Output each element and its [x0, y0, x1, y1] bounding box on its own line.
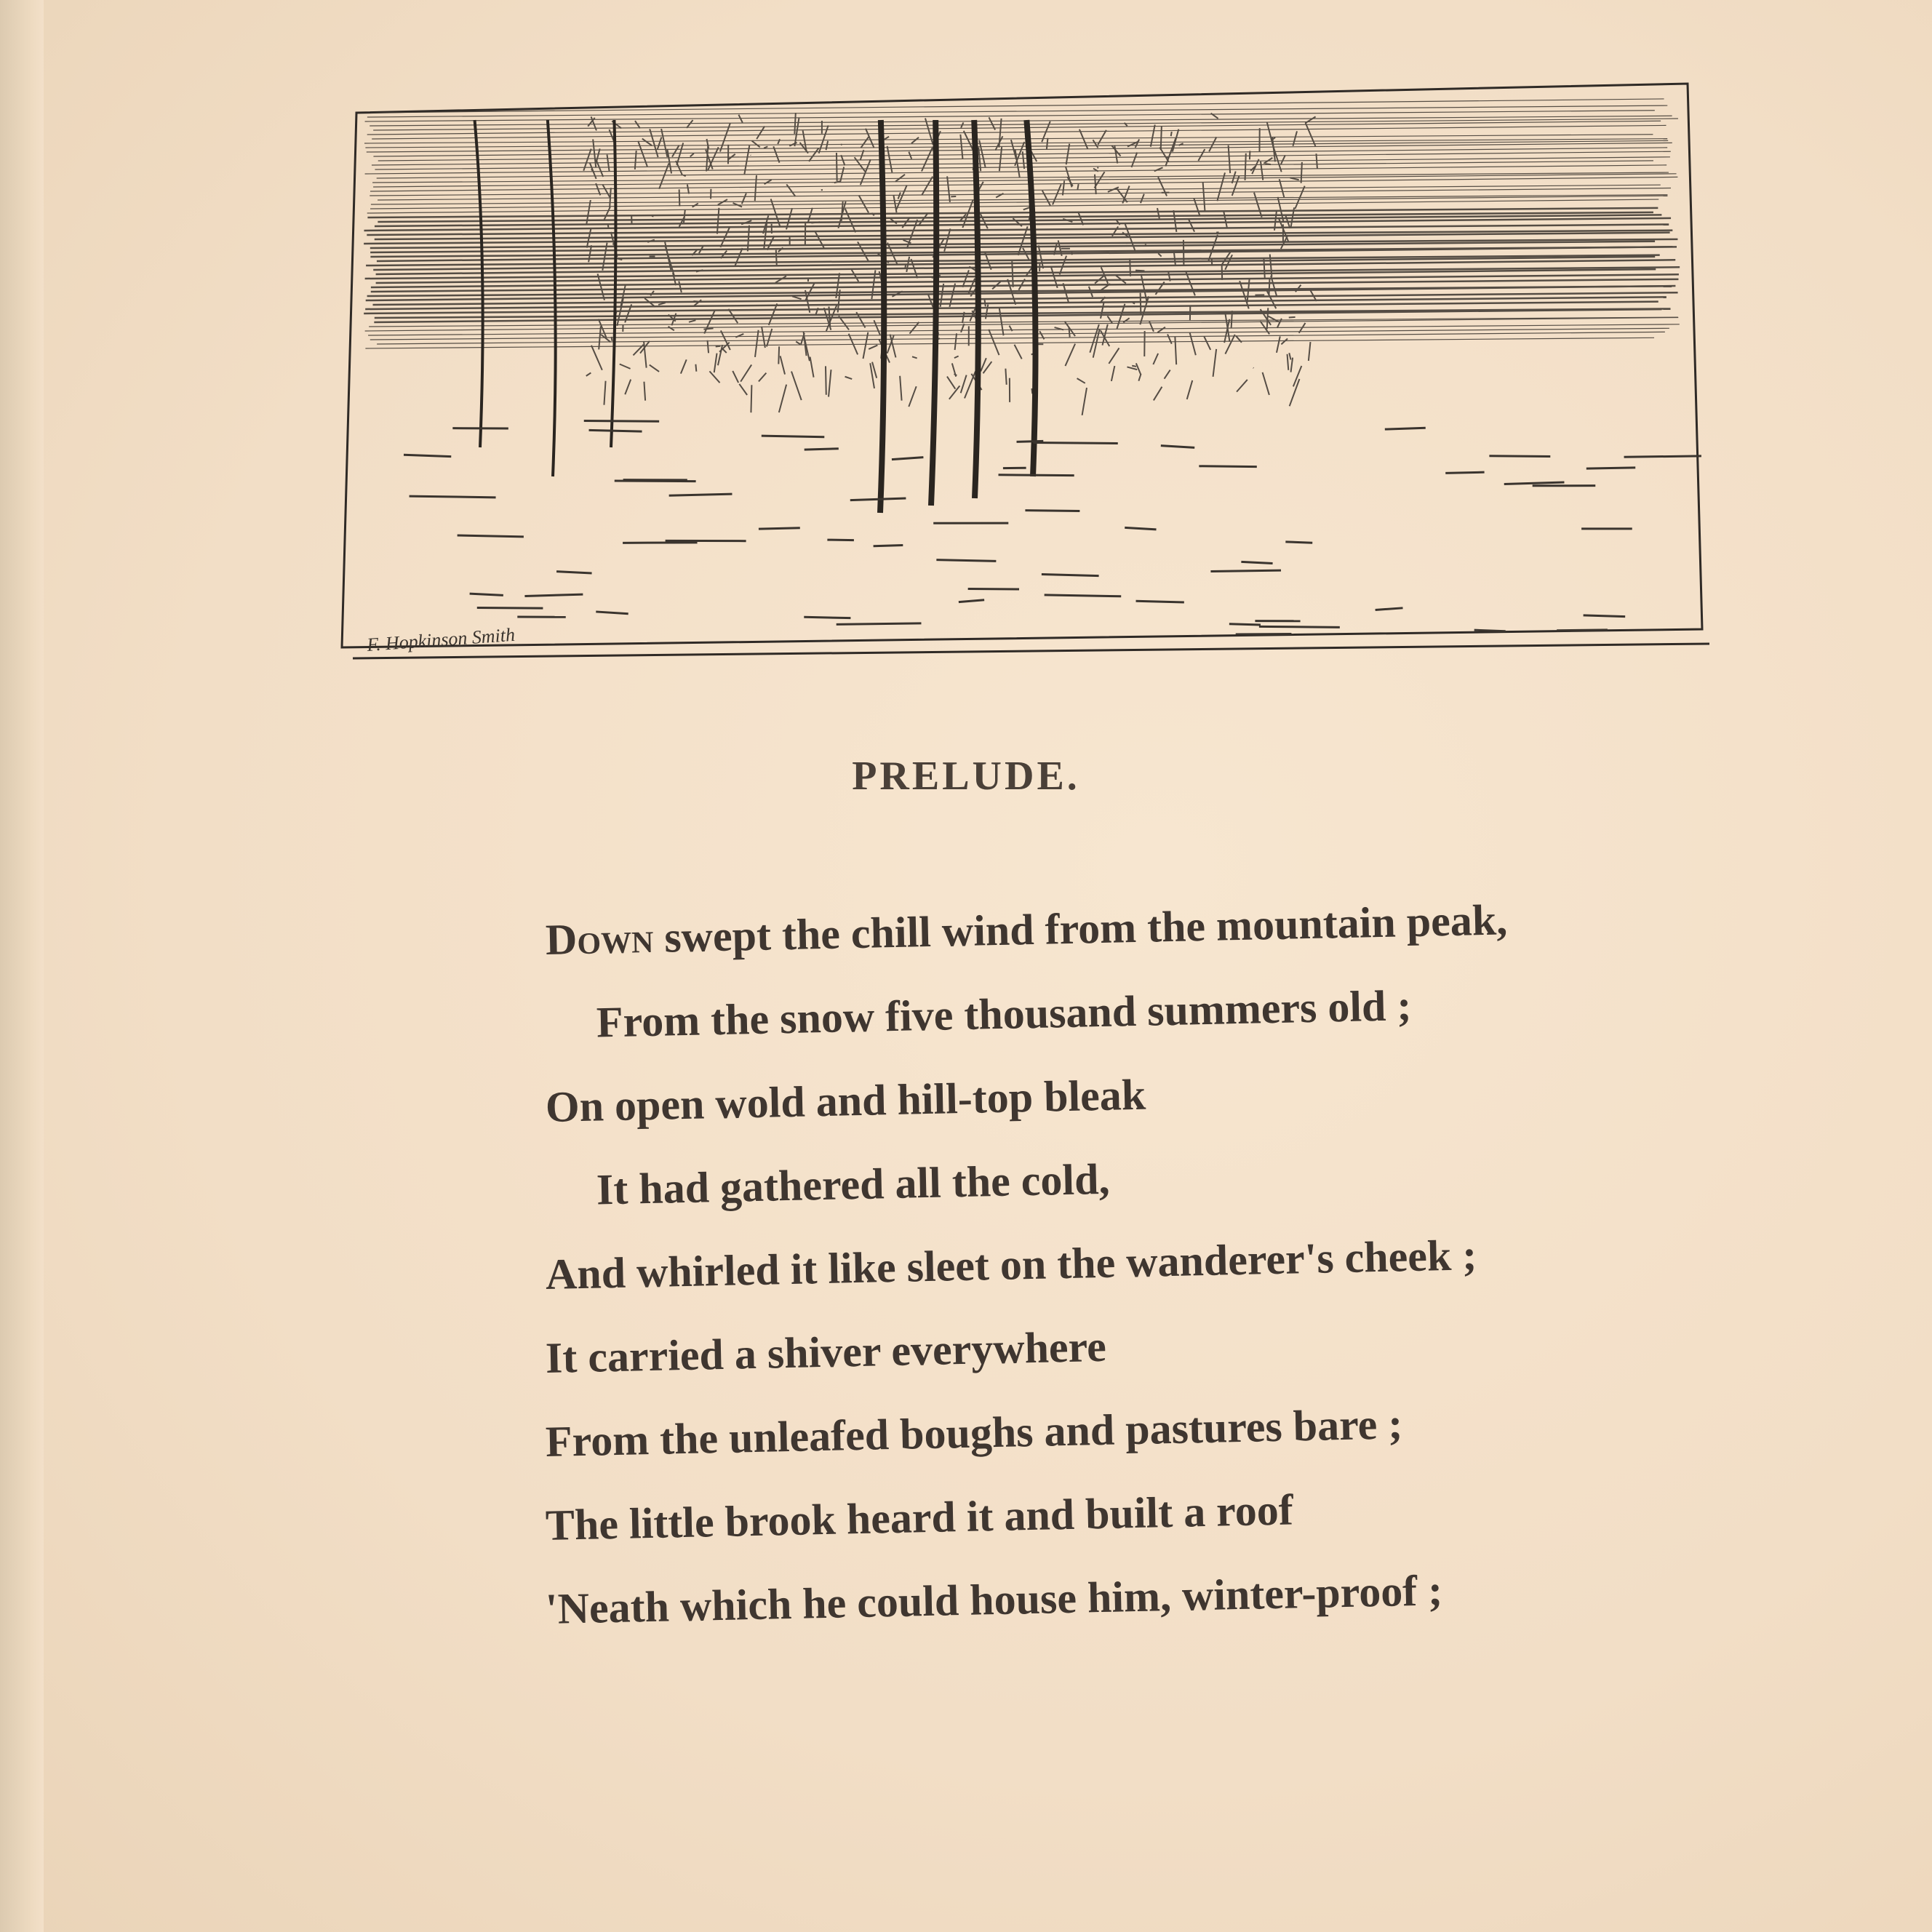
pen-stroke	[611, 120, 615, 447]
pen-stroke	[635, 121, 640, 128]
pen-stroke	[475, 120, 483, 447]
pen-stroke	[676, 161, 682, 175]
pen-stroke	[371, 195, 1668, 204]
poem-line: From the snow five thousand summers old ;	[596, 981, 1413, 1047]
pen-stroke	[404, 455, 451, 456]
pen-stroke	[693, 301, 698, 302]
pen-stroke	[1015, 345, 1022, 359]
pen-stroke	[1138, 374, 1141, 381]
pen-stroke	[477, 607, 543, 608]
pen-stroke	[722, 348, 727, 353]
pen-stroke	[661, 129, 667, 157]
pen-stroke	[767, 236, 775, 250]
pen-stroke	[1157, 208, 1159, 218]
poem-line: On open wold and hill-top bleak	[545, 1070, 1146, 1131]
pen-stroke	[947, 377, 955, 389]
pen-stroke	[373, 174, 1677, 187]
pen-stroke	[755, 175, 757, 201]
pen-stroke	[714, 354, 717, 373]
pen-stroke	[1269, 316, 1279, 322]
pen-stroke	[672, 145, 679, 157]
pen-stroke	[1158, 253, 1161, 256]
pen-stroke	[989, 330, 999, 355]
pen-stroke	[861, 137, 869, 148]
pen-stroke	[620, 364, 631, 369]
pen-stroke	[1159, 148, 1168, 162]
pen-stroke	[695, 364, 696, 372]
pen-stroke	[625, 380, 631, 395]
pen-stroke	[1213, 349, 1217, 377]
pen-stroke	[1077, 378, 1085, 383]
pen-stroke	[1063, 180, 1064, 195]
pen-stroke	[900, 376, 901, 401]
pen-stroke	[371, 99, 1664, 113]
book-spine	[0, 0, 44, 1932]
pen-stroke	[1277, 336, 1280, 352]
pen-stroke	[1229, 145, 1231, 173]
pen-stroke	[1241, 562, 1272, 563]
pen-stroke	[1132, 152, 1138, 167]
pen-stroke	[845, 209, 855, 233]
pen-stroke	[598, 274, 604, 300]
pen-stroke	[809, 148, 818, 161]
pen-stroke	[1132, 366, 1136, 367]
pen-stroke	[703, 328, 713, 329]
pen-stroke	[955, 333, 957, 350]
pen-stroke	[709, 371, 719, 383]
pen-stroke	[1125, 527, 1156, 529]
pen-stroke	[985, 300, 986, 306]
pen-stroke	[1289, 353, 1290, 359]
pen-stroke	[898, 193, 901, 199]
pen-stroke	[1225, 335, 1234, 354]
pen-stroke	[764, 146, 767, 148]
pen-stroke	[919, 213, 927, 225]
pen-stroke	[999, 475, 1074, 476]
pen-stroke	[778, 346, 779, 364]
pen-stroke	[644, 382, 645, 401]
pen-stroke	[1171, 132, 1172, 136]
pen-stroke	[748, 225, 749, 252]
winter-landscape-illustration	[335, 69, 1746, 695]
pen-stroke	[1127, 367, 1137, 370]
pen-stroke	[954, 356, 959, 358]
pen-stroke	[909, 386, 916, 407]
poem-line: The little brook heard it and built a roof	[545, 1485, 1294, 1549]
pen-stroke	[1557, 630, 1608, 631]
pen-stroke	[668, 327, 674, 330]
pen-stroke	[959, 600, 984, 602]
pen-stroke	[524, 594, 583, 596]
pen-stroke	[1222, 265, 1223, 280]
pen-stroke	[1624, 456, 1701, 457]
pen-stroke	[1217, 172, 1225, 201]
pen-stroke	[1290, 177, 1298, 180]
artist-signature: F. Hopkinson Smith	[366, 623, 516, 655]
pen-stroke	[610, 188, 611, 207]
pen-stroke	[716, 346, 721, 347]
pen-stroke	[905, 264, 906, 269]
pen-stroke	[1082, 388, 1087, 415]
pen-stroke	[1136, 601, 1184, 602]
pen-stroke	[1153, 354, 1158, 364]
pen-stroke	[669, 494, 733, 495]
pen-stroke	[841, 144, 842, 145]
pen-stroke	[364, 135, 1653, 143]
poem-title: PRELUDE.	[852, 754, 1080, 799]
pen-stroke	[954, 374, 957, 375]
pen-stroke	[961, 375, 967, 394]
pen-stroke	[1109, 348, 1119, 363]
pen-stroke	[410, 496, 496, 498]
pen-stroke	[1065, 344, 1075, 366]
pen-stroke	[776, 250, 777, 266]
pen-stroke	[556, 572, 591, 573]
pen-stroke	[805, 449, 839, 450]
pen-stroke	[1263, 372, 1269, 395]
pen-stroke	[1033, 443, 1117, 444]
poem-line-text: swept the chill wind from the mountain peak,	[652, 895, 1508, 962]
pen-stroke	[1175, 337, 1176, 364]
pen-stroke	[1005, 369, 1006, 385]
pen-stroke	[679, 189, 680, 206]
pen-stroke	[642, 139, 652, 146]
pen-stroke	[1042, 574, 1099, 575]
pen-stroke	[470, 594, 503, 595]
pen-stroke	[1385, 428, 1426, 429]
pen-stroke	[1259, 626, 1340, 627]
pen-stroke	[1445, 472, 1484, 473]
pen-stroke	[762, 327, 765, 348]
pen-stroke	[850, 498, 906, 500]
pen-stroke	[604, 381, 605, 405]
pen-stroke	[584, 421, 659, 422]
pen-stroke	[586, 372, 591, 375]
pen-stroke	[704, 311, 715, 334]
pen-stroke	[650, 365, 659, 372]
pen-stroke	[1077, 184, 1078, 190]
pen-stroke	[1376, 608, 1403, 610]
pen-stroke	[369, 317, 1678, 327]
pen-stroke	[851, 269, 858, 282]
pen-stroke	[593, 139, 596, 167]
pen-stroke	[1306, 123, 1316, 146]
pen-stroke	[1316, 153, 1317, 169]
pen-stroke	[792, 296, 802, 299]
pen-stroke	[365, 111, 1655, 121]
poem-line: And whirled it like sleet on the wanderer's cheek ;	[545, 1231, 1477, 1298]
pen-stroke	[778, 139, 780, 144]
poem-line: From the unleafed boughs and pastures bare ;	[545, 1400, 1403, 1466]
pen-stroke	[1093, 140, 1098, 148]
pen-stroke	[1107, 316, 1112, 323]
pen-stroke	[826, 141, 829, 150]
pen-stroke	[1167, 335, 1172, 344]
pen-stroke	[925, 119, 933, 145]
pen-stroke	[367, 199, 1659, 213]
pen-stroke	[733, 371, 738, 383]
pen-stroke	[1489, 456, 1550, 457]
pen-stroke	[1017, 441, 1044, 442]
pen-stroke	[684, 209, 685, 223]
pen-stroke	[765, 180, 772, 184]
pen-stroke	[1229, 624, 1261, 625]
pen-stroke	[741, 364, 751, 381]
pen-stroke	[829, 370, 831, 396]
pen-stroke	[1291, 358, 1293, 372]
pen-stroke	[1042, 191, 1050, 206]
pen-stroke	[658, 303, 666, 305]
pen-stroke	[1254, 193, 1262, 217]
pen-stroke	[687, 120, 693, 128]
pen-stroke	[1047, 138, 1048, 149]
pen-stroke	[1584, 615, 1626, 617]
pen-stroke	[589, 430, 642, 431]
pen-stroke	[591, 346, 602, 370]
pen-stroke	[1151, 124, 1155, 146]
pen-stroke	[759, 528, 800, 529]
pen-stroke	[837, 623, 922, 625]
pen-stroke	[786, 184, 795, 196]
pen-stroke	[1187, 380, 1193, 399]
pen-stroke	[365, 338, 1654, 348]
pen-stroke	[810, 357, 814, 378]
pen-stroke	[909, 322, 919, 334]
pen-stroke	[718, 345, 722, 365]
pen-stroke	[602, 184, 610, 198]
pen-stroke	[781, 356, 785, 374]
pen-stroke	[708, 340, 709, 353]
pen-stroke	[759, 373, 766, 382]
pen-stroke	[752, 140, 760, 147]
pen-stroke	[1237, 380, 1248, 392]
drop-word: Down	[545, 913, 654, 964]
pen-stroke	[1167, 156, 1169, 157]
poem-body	[545, 895, 1508, 1651]
pen-stroke	[596, 612, 628, 614]
pen-stroke	[791, 372, 802, 401]
pen-stroke	[757, 127, 765, 140]
pen-stroke	[1045, 595, 1122, 596]
pen-stroke	[1309, 342, 1311, 361]
pen-stroke	[911, 137, 919, 143]
pen-stroke	[947, 176, 950, 201]
pen-stroke	[912, 356, 917, 358]
pen-stroke	[1281, 155, 1285, 164]
pen-stroke	[755, 330, 759, 357]
pen-stroke	[1198, 149, 1205, 161]
pen-stroke	[1161, 126, 1162, 150]
pen-stroke	[1154, 387, 1162, 401]
pen-stroke	[667, 149, 671, 174]
pen-stroke	[652, 216, 653, 217]
pen-stroke	[1281, 339, 1288, 345]
pen-stroke	[767, 329, 772, 347]
pen-stroke	[1210, 570, 1281, 571]
pen-stroke	[690, 153, 694, 157]
pen-stroke	[739, 384, 747, 395]
pen-stroke	[1203, 183, 1205, 212]
pen-stroke	[742, 193, 746, 204]
pen-stroke	[1111, 366, 1115, 381]
pen-stroke	[863, 332, 869, 359]
pen-stroke	[892, 458, 923, 460]
pen-stroke	[458, 535, 524, 537]
pen-stroke	[1123, 318, 1129, 322]
pen-stroke	[1101, 303, 1103, 318]
pen-stroke	[596, 159, 603, 177]
pen-stroke	[599, 326, 601, 349]
pen-stroke	[370, 196, 1667, 209]
pen-stroke	[650, 129, 658, 157]
pen-stroke	[611, 337, 612, 341]
pen-stroke	[1208, 235, 1217, 261]
pen-stroke	[679, 281, 682, 292]
pen-stroke	[370, 177, 1677, 191]
pen-stroke	[804, 617, 850, 618]
pen-stroke	[1504, 482, 1565, 484]
pen-stroke	[1288, 354, 1289, 370]
pen-stroke	[845, 377, 853, 379]
pen-stroke	[796, 341, 800, 344]
pen-stroke	[861, 159, 871, 185]
pen-stroke	[687, 185, 689, 194]
pen-stroke	[811, 222, 820, 223]
pen-stroke	[762, 436, 824, 437]
pen-stroke	[874, 320, 879, 335]
pen-stroke	[1289, 317, 1296, 318]
pen-stroke	[1117, 304, 1125, 329]
pen-stroke	[1165, 370, 1170, 379]
pen-stroke	[1301, 162, 1302, 183]
pen-stroke	[1157, 327, 1165, 332]
pen-stroke	[658, 137, 662, 150]
poem-line: It carried a shiver everywhere	[545, 1322, 1107, 1382]
pen-stroke	[794, 113, 795, 134]
pen-stroke	[779, 385, 786, 412]
pen-stroke	[968, 588, 1019, 589]
pen-stroke	[604, 207, 610, 220]
pen-stroke	[869, 346, 877, 349]
pen-stroke	[608, 223, 609, 228]
poem-line: 'Neath which he could house him, winter-proof ;	[545, 1566, 1443, 1633]
pen-stroke	[1245, 153, 1246, 180]
pen-stroke	[1204, 336, 1210, 350]
pen-stroke	[717, 208, 719, 234]
pen-stroke	[1474, 630, 1506, 631]
poem-line: It had gathered all the cold,	[596, 1154, 1111, 1214]
pen-stroke	[681, 359, 687, 373]
pen-stroke	[372, 172, 1669, 183]
pen-stroke	[1199, 466, 1256, 467]
pen-stroke	[1161, 446, 1194, 448]
pen-stroke	[1285, 542, 1312, 543]
pen-stroke	[1012, 261, 1013, 287]
pen-stroke	[1188, 218, 1194, 231]
pen-stroke	[1114, 145, 1117, 163]
pen-stroke	[936, 560, 996, 562]
pen-stroke	[689, 320, 695, 322]
